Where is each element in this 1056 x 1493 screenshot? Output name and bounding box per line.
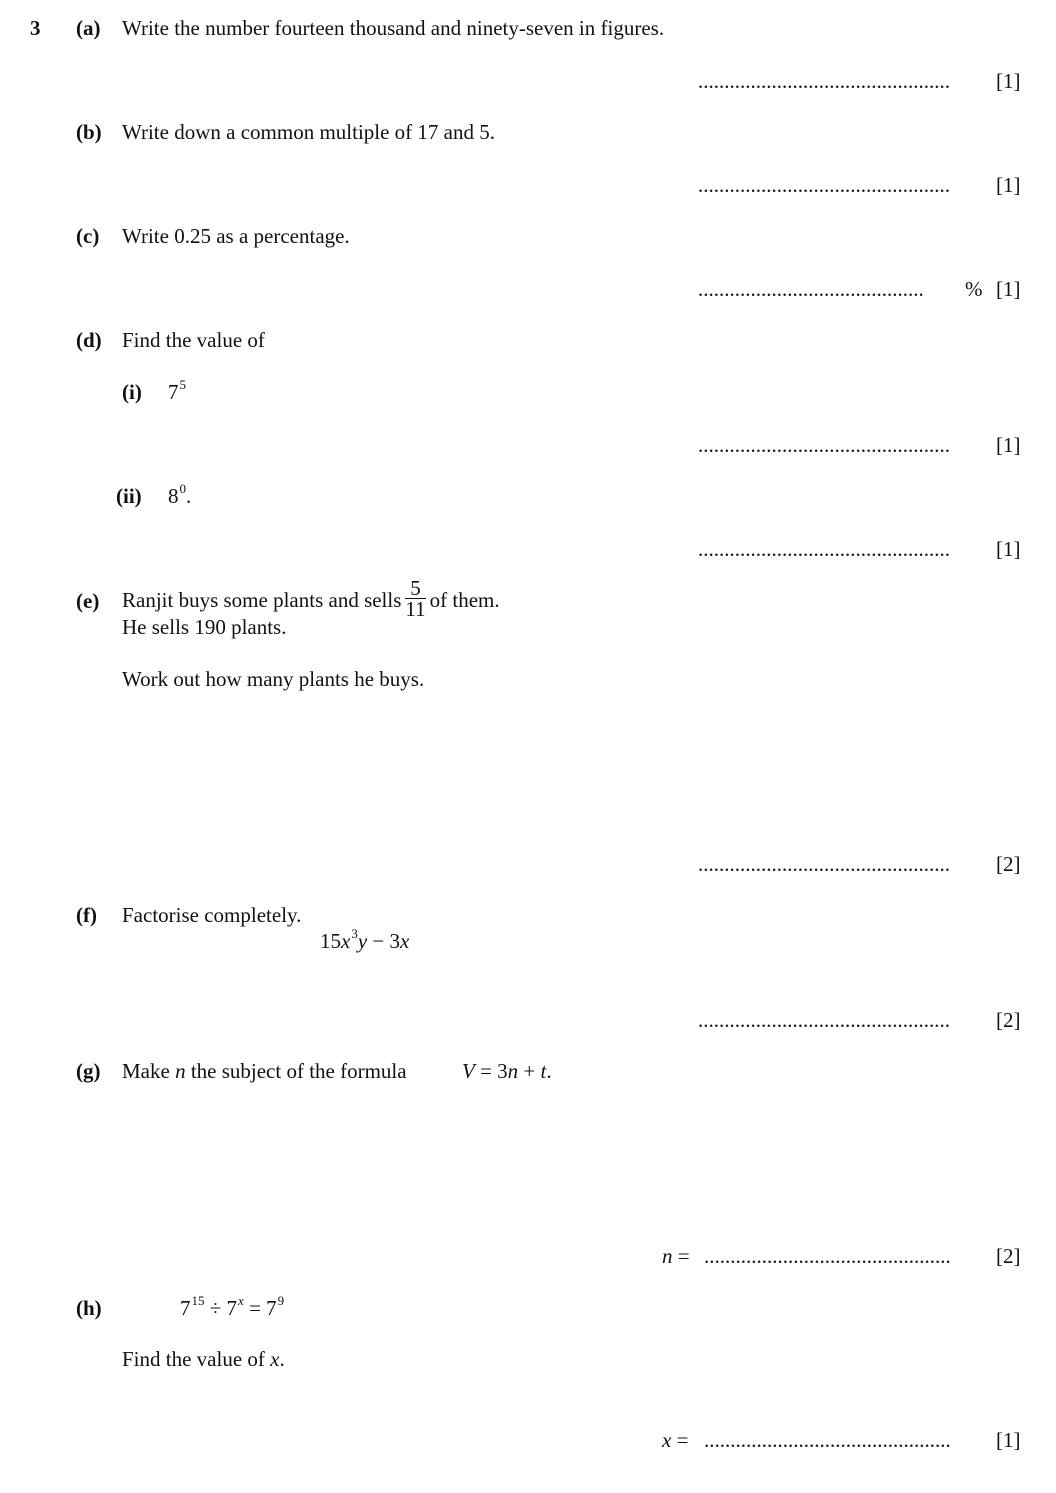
part-a-label: (a): [76, 16, 101, 40]
part-f-expression: $15x^3y - 3x$: [320, 926, 410, 953]
part-d-ii-expression: $8^0$.: [168, 481, 192, 508]
part-d-text: Find the value of: [122, 328, 265, 352]
part-h-text: Find the value of x.: [122, 1347, 285, 1371]
part-d-i-exponent: 5: [179, 377, 186, 392]
part-g-answer-prefix: n =: [662, 1244, 690, 1268]
part-b-answer-line[interactable]: ................................................: [698, 173, 950, 197]
part-g-formula: V = 3n + t.: [462, 1059, 552, 1083]
part-a-text: Write the number fourteen thousand and ninety-seven in figures.: [122, 16, 665, 40]
part-h-marks: [1]: [996, 1428, 1021, 1452]
part-d-i-answer-line[interactable]: ................................................: [698, 433, 950, 457]
part-c-answer-line[interactable]: ...........................................: [698, 277, 924, 301]
part-a-marks: [1]: [996, 69, 1021, 93]
part-d-i-base: 7: [168, 380, 179, 404]
part-h-answer-prefix: x =: [662, 1428, 689, 1452]
part-e-marks: [2]: [996, 852, 1021, 876]
part-f-answer-line[interactable]: ................................................: [698, 1008, 950, 1032]
part-h-label: (h): [76, 1296, 102, 1320]
part-d-ii-marks: [1]: [996, 537, 1021, 561]
part-d-label: (d): [76, 328, 102, 352]
part-a-answer-line[interactable]: ................................................: [698, 69, 950, 93]
part-e-text: Ranjit buys some plants and sells $\frac{5}{11}$ of them.: [122, 575, 500, 621]
part-h-equation: $7^{15} \div 7^x = 7^9$: [180, 1293, 285, 1320]
part-c-marks: [1]: [996, 277, 1021, 301]
part-c-unit: %: [965, 277, 983, 301]
part-f-label: (f): [76, 903, 97, 927]
part-c-label: (c): [76, 224, 100, 248]
part-g-text: Make n the subject of the formula: [122, 1059, 407, 1083]
part-d-ii-base: 8: [168, 484, 179, 508]
part-e-line2: He sells 190 plants.: [122, 615, 287, 639]
part-b-marks: [1]: [996, 173, 1021, 197]
question-number: 3: [30, 16, 41, 40]
part-d-ii-exponent: 0: [179, 481, 186, 496]
part-d-ii-label: (ii): [116, 484, 142, 508]
part-g-answer-line[interactable]: ...............................................: [704, 1244, 951, 1268]
part-e-label: (e): [76, 589, 100, 613]
part-g-label: (g): [76, 1059, 101, 1083]
part-c-text: Write 0.25 as a percentage.: [122, 224, 350, 248]
part-f-text: Factorise completely.: [122, 903, 302, 927]
part-g-marks: [2]: [996, 1244, 1021, 1268]
part-f-marks: [2]: [996, 1008, 1021, 1032]
part-b-label: (b): [76, 120, 102, 144]
part-h-answer-line[interactable]: ...............................................: [704, 1428, 951, 1452]
part-d-i-marks: [1]: [996, 433, 1021, 457]
part-d-ii-answer-line[interactable]: ................................................: [698, 537, 950, 561]
part-b-text: Write down a common multiple of 17 and 5.: [122, 120, 495, 144]
fraction: [405, 575, 426, 621]
part-d-i-label: (i): [122, 380, 142, 404]
part-e-answer-line[interactable]: ................................................: [698, 852, 950, 876]
fraction-numerator: 5: [405, 578, 425, 599]
fraction-denominator: 11: [405, 596, 426, 621]
part-e-line3: Work out how many plants he buys.: [122, 667, 425, 691]
part-d-i-expression: [168, 377, 186, 404]
